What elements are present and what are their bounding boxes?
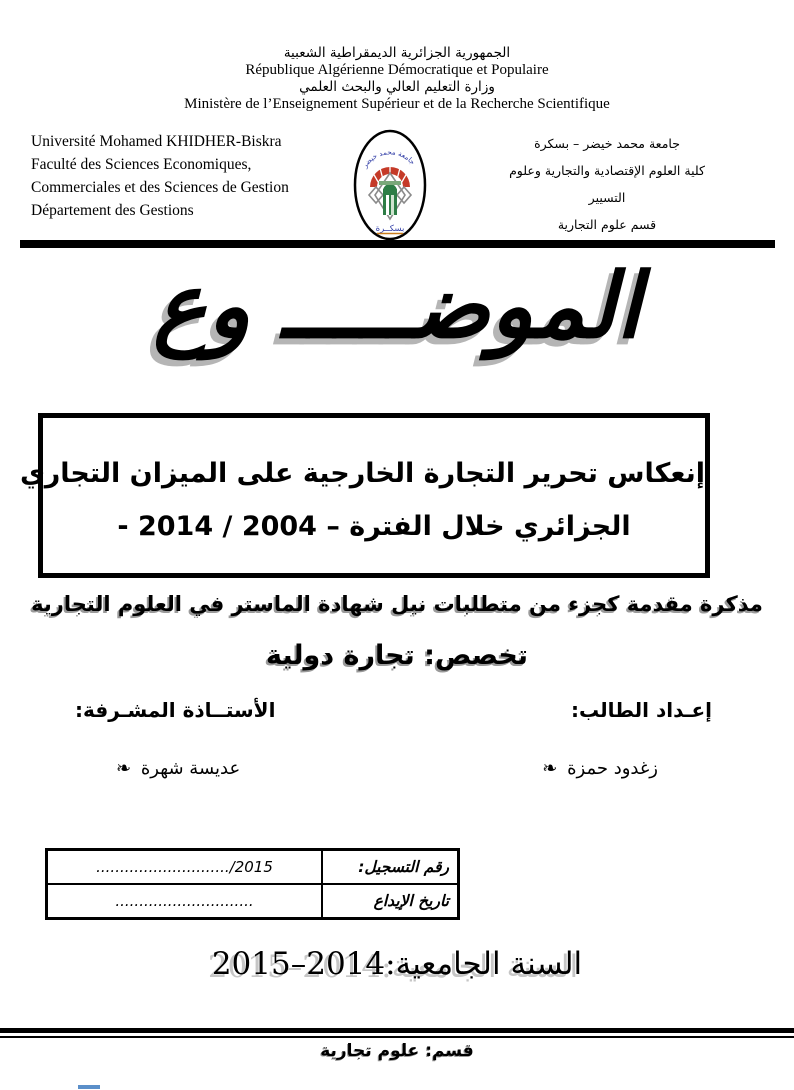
registration-number-value: 2015/............................ — [47, 850, 323, 885]
university-name-fr: Université Mohamed KHIDHER-Biskra — [31, 133, 282, 150]
calligraphic-banner: الموضـــــ وع — [153, 254, 641, 359]
deposit-date-label: تاريخ الإيداع — [322, 884, 459, 919]
supervisor-label: الأستــاذة المشـرفة: — [75, 698, 276, 722]
university-block-french — [31, 130, 301, 222]
university-block-arabic — [492, 130, 722, 238]
faculty-name-fr-line2: Commerciales et des Sciences de Gestion — [31, 179, 289, 196]
university-name-ar: جامعة محمد خيضر – بسكرة — [534, 136, 680, 151]
academic-year: السنة الجامعية:2014–2015 — [211, 946, 583, 982]
swirl-ornament-icon: ❧ — [542, 758, 558, 779]
university-seal-svg — [352, 129, 428, 241]
registration-number-label: رقم التسجيل: — [322, 850, 459, 885]
bottom-blue-artifact — [78, 1085, 100, 1089]
seal-top-text: جامعة محمد خيضر — [360, 148, 417, 170]
ministry-name-french: Ministère de l’Enseignement Supérieur et de la Recherche Scientifique — [184, 95, 610, 112]
thesis-title-box — [19, 413, 710, 578]
university-seal-logo-icon — [352, 129, 428, 241]
student-name-row — [538, 758, 658, 779]
faculty-name-ar: كلية العلوم الإقتصادية والتجارية وعلوم التسيير — [509, 163, 705, 205]
student-label: إعـداد الطالب: — [570, 698, 712, 722]
thesis-title-line1: إنعكاس تحرير التجارة الخارجية على الميزان التجاري — [19, 458, 705, 489]
footer-department: قسم: علوم تجارية — [320, 1041, 474, 1061]
republic-name-french: République Algérienne Démocratique et Populaire — [245, 61, 549, 78]
deposit-date-value: ............................. — [47, 884, 323, 919]
seal-bottom-text: بسكــرة — [375, 224, 405, 234]
student-name: زغدود حمزة — [567, 758, 658, 779]
department-name-fr: Département des Gestions — [31, 202, 194, 219]
table-row — [47, 850, 459, 885]
supervisor-name: عديسة شهرة — [140, 758, 241, 779]
ministry-name-arabic: وزارة التعليم العالي والبحث العلمي — [299, 78, 495, 95]
table-row — [47, 884, 459, 919]
registry-table — [45, 848, 460, 920]
republic-name-arabic: الجمهورية الجزائرية الديمقراطية الشعبية — [283, 45, 511, 61]
speciality-line: تخصص: تجارة دولية — [265, 640, 529, 671]
state-header — [0, 46, 794, 113]
thesis-title-line2: الجزائري خلال الفترة – 2004 / 2014 - — [117, 511, 631, 542]
supervisor-name-row — [112, 758, 240, 779]
faculty-name-fr-line1: Faculté des Sciences Economiques, — [31, 156, 252, 173]
footer-rule — [0, 1028, 794, 1038]
department-name-ar: قسم علوم التجارية — [557, 217, 657, 232]
swirl-ornament-icon: ❧ — [116, 758, 132, 779]
memo-requirement-line: مذكرة مقدمة كجزء من متطلبات نيل شهادة الماستر في العلوم التجارية — [31, 592, 763, 616]
